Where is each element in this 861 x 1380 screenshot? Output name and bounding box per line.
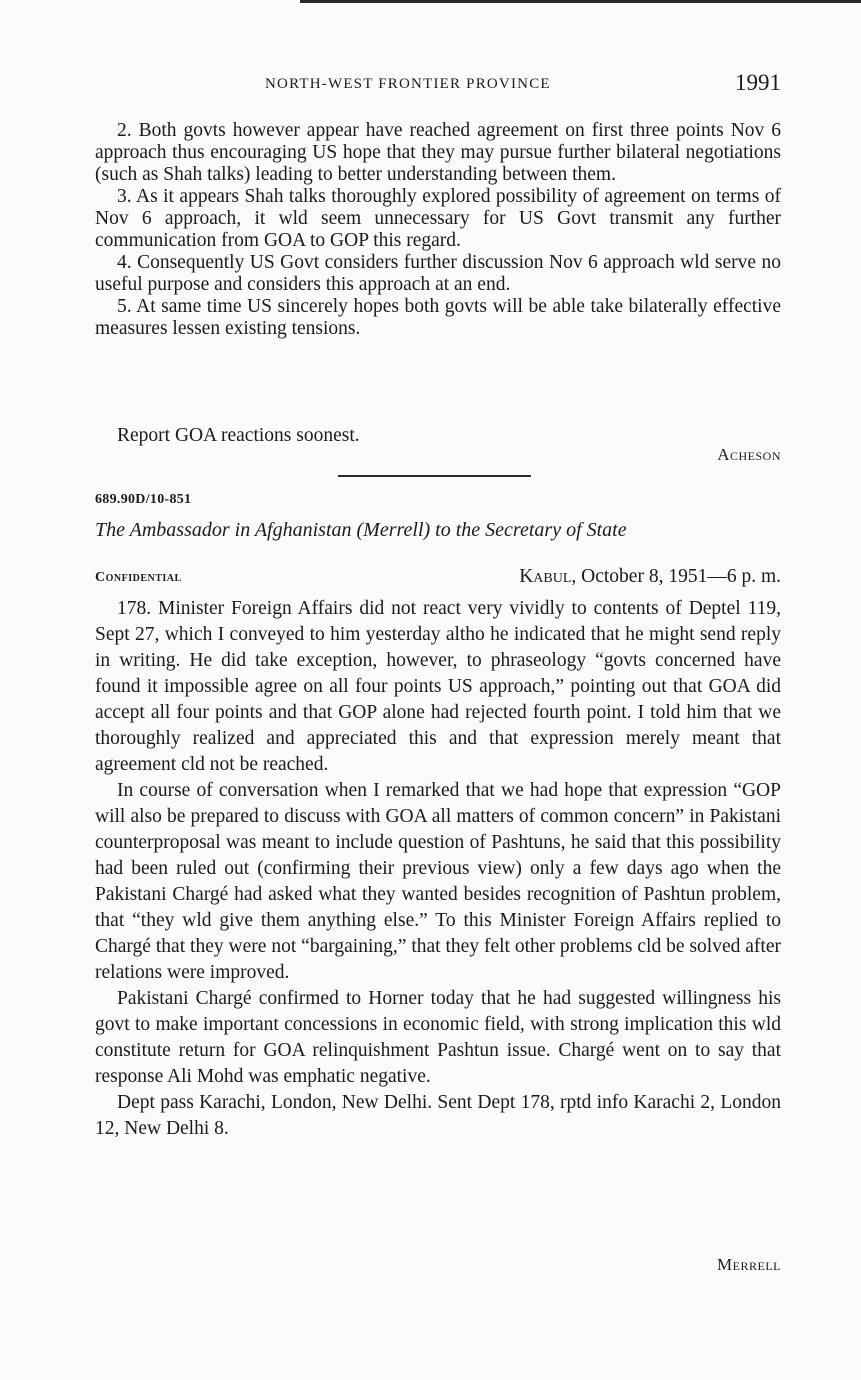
paragraph: 2. Both govts however appear have reached agreement on first three points Nov 6 approach thus encouraging US hope that they may pursue further bilateral negotiations (such as Shah talks) leading to better understanding between them. xyxy=(95,120,781,185)
paragraph: Dept pass Karachi, London, New Delhi. Sent Dept 178, rptd info Karachi 2, London 12, New Delhi 8. xyxy=(95,1092,781,1139)
top-border-line xyxy=(300,0,861,3)
document-heading: The Ambassador in Afghanistan (Merrell) to the Secretary of State xyxy=(95,519,627,541)
signature-acheson: Acheson xyxy=(717,445,781,464)
paragraph: 3. As it appears Shah talks thoroughly explored possibility of agreement on terms of Nov 6 approach, it wld seem unnecessary for US Govt transmit any further communication from GOA to GOP this regard. xyxy=(95,186,781,251)
report-line: Report GOA reactions soonest. xyxy=(117,425,360,446)
page-header xyxy=(95,72,781,102)
dateline-date: October 8, 1951—6 p. m. xyxy=(581,566,781,587)
paragraph: 178. Minister Foreign Affairs did not react very vividly to contents of Deptel 119, Sept 27, which I conveyed to him yesterday altho he indicated that he might send reply in writing. He did take exception, however, to phraseology “govts concerned have found it impossible agree on all four points US approach,” pointing out that GOA did accept all four points and that GOP alone had rejected fourth point. I told him that we thoroughly realized and appreciated this and that expression merely meant that agreement cld not be reached. xyxy=(95,598,781,775)
paragraph: 5. At same time US sincerely hopes both govts will be able take bilaterally effective measures lessen existing tensions. xyxy=(95,296,781,339)
telegram-continuation xyxy=(95,120,781,340)
section-divider xyxy=(338,475,531,477)
paragraph: In course of conversation when I remarked that we had hope that expression “GOP will also be prepared to discuss with GOA all matters of common concern” in Pakistani counterproposal was meant to include question of Pashtuns, he said that this possibility had been ruled out (confirming their previous view) only a few days ago when the Pakistani Chargé had asked what they wanted besides recognition of Pashtun problem, that “they wld give them anything else.” To this Minister Foreign Affairs replied to Chargé that they were not “bargaining,” that they felt other problems cld be solved after relations were improved. xyxy=(95,780,781,983)
running-title: NORTH-WEST FRONTIER PROVINCE xyxy=(265,76,551,92)
classification-label: Confidential xyxy=(95,570,182,585)
dateline-place: Kabul, xyxy=(519,566,577,587)
signature-merrell: Merrell xyxy=(717,1255,781,1274)
page-number: 1991 xyxy=(735,70,781,95)
telegram-body xyxy=(95,596,781,1142)
file-reference: 689.90D/10-851 xyxy=(95,492,192,507)
paragraph: Pakistani Chargé confirmed to Horner today that he had suggested willingness his govt to make important concessions in economic field, with strong implication this wld constitute return for GOA relinquishment Pashtun issue. Chargé went on to say that response Ali Mohd was emphatic negative. xyxy=(95,988,781,1087)
dateline xyxy=(519,566,781,588)
paragraph: 4. Consequently US Govt considers further discussion Nov 6 approach wld serve no useful purpose and considers this approach at an end. xyxy=(95,252,781,295)
